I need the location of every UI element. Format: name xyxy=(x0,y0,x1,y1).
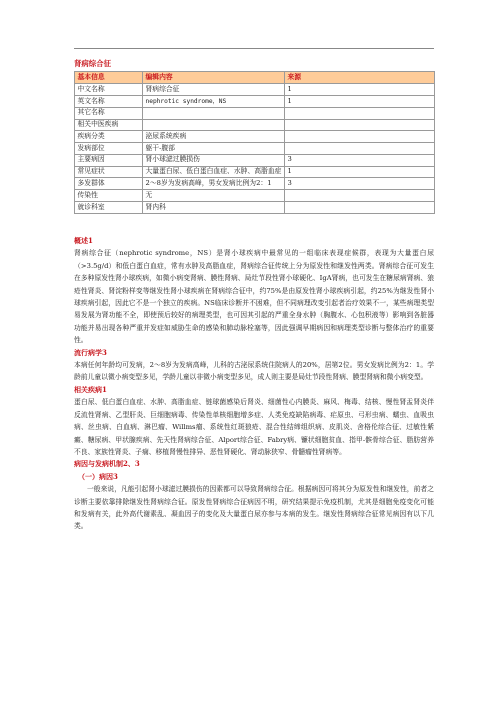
epidemiology-heading: 流行病学3 xyxy=(74,347,107,357)
row-key: 疾病分类 xyxy=(75,131,143,143)
etiology-paragraph: 一般来说，凡能引起肾小球滤过膜损伤的因素都可以导致肾病综合征。根据病因可将其分为原发性和继发性，前者之诊断主要依靠排除继发性肾病综合征。原发性肾病综合征病因不明，研究结果提示免疫机制，尤其是细胞免疫变化可能和发病有关，此外高代谢素乱、凝血因子的变化及大量蛋白尿亦参与本病的发生。继发性肾病综合征常见病因有以下几类。 xyxy=(74,485,434,531)
row-source xyxy=(285,131,435,143)
row-source: 3 xyxy=(285,154,435,166)
row-value xyxy=(143,107,285,119)
document-body xyxy=(74,235,434,533)
row-key: 中文名称 xyxy=(75,84,143,96)
table-row xyxy=(75,202,435,214)
row-value xyxy=(143,119,285,131)
row-key: 主要病因 xyxy=(75,154,143,166)
epidemiology-paragraph: 本病任何年龄均可发病，2～8岁为发病高峰，儿科的古泌尿系统住院病人的20%，居第2位。男女发病比例为2：1。学龄前儿童以微小病变型多见，学龄儿童以非微小病变型多见，成人则主要是局灶节段性肾病、膜型肾病和微小病变型。 xyxy=(74,361,434,382)
table-row xyxy=(75,119,435,131)
row-source: 3 xyxy=(285,178,435,190)
table-row xyxy=(75,166,435,178)
overview-heading: 概述1 xyxy=(74,236,93,245)
overview-paragraph: 肾病综合征（nephrotic syndrome，NS）是肾小球疾病中最常见的一组临床表现症候群，表现为大量蛋白尿（>3.5g/d）和低白蛋白血症，常有水肿及高脂血症，肾病综合征传统上分为原发性和继发性两类。肾病综合征可发生在多种原发性肾小球疾病，如微小病变肾病、膜性肾病、局灶节段性肾小球硬化、IgA肾病，也可发生在糖尿病肾病、狼疮性肾炎、肾淀粉样变等继发性肾小球疾病在肾病综合征中，约75%是由原发性肾小球疾病引起，约25%为继发性肾小球疾病引起，因此它不是一个独立的疾病。NS临床诊断并不困难，但不同病理改变引起者治疗效果不一，某些病理类型易发展为肾功能不全，即使预后较好的病理类型，也可因其引起的严重全身水肿（胸腹水、心包积液等）影响到各脏器功能并易出现各种严重并发症如威胁生命的感染和肺动脉栓塞等，因此强调早期病因和病理类型诊断与整体治疗的重要性。 xyxy=(74,249,434,345)
row-value: 肾内科 xyxy=(143,202,285,214)
row-source xyxy=(285,107,435,119)
etiology-subheading: （一）病因3 xyxy=(78,471,118,481)
row-key: 就诊科室 xyxy=(75,202,143,214)
row-source xyxy=(285,143,435,155)
table-row xyxy=(75,143,435,155)
row-value: 肾小球滤过膜损伤 xyxy=(143,154,285,166)
row-key: 其它名称 xyxy=(75,107,143,119)
row-key: 发病部位 xyxy=(75,143,143,155)
row-key: 英文名称 xyxy=(75,95,143,107)
row-source: 1 xyxy=(285,84,435,96)
basic-info-table xyxy=(74,71,435,214)
row-source: 1 xyxy=(285,95,435,107)
row-source xyxy=(285,190,435,202)
table-row xyxy=(75,131,435,143)
row-key: 相关中医疾病 xyxy=(75,119,143,131)
row-source xyxy=(285,119,435,131)
row-value: 躯干-腹部 xyxy=(143,143,285,155)
table-row xyxy=(75,95,435,107)
row-key: 常见症状 xyxy=(75,166,143,178)
table-row xyxy=(75,154,435,166)
row-source: 1 xyxy=(285,166,435,178)
table-row xyxy=(75,84,435,96)
header-basic-info: 基本信息 xyxy=(75,72,143,84)
related-diseases-paragraph: 蛋白尿、低白蛋白血症、水肿、高脂血症、链球菌感染后肾炎、细菌性心内膜炎、麻风、梅毒、结核、慢性肾盂肾炎伴反流性肾病、乙型肝炎、巨细胞病毒、传染性单核细胞增多症、人类免疫缺陷病毒、疟原虫、弓形虫病、蠕虫、血吸虫病、丝虫病、白血病、淋巴瘤、Willms瘤、系统性红斑狼疮、混合性结缔组织病、皮肌炎、舍格伦综合征、过敏性紫癜、糖尿病、甲状腺疾病、先天性肾病综合征、Alport综合征、Fabry病、镰状细胞贫血、指甲-髌骨综合征、脂肪营养不良、家族性肾炎、子痫、移植肾慢性排异、恶性肾硬化、肾动脉狭窄、骨髓瘤性肾病等。 xyxy=(74,398,434,456)
etiology-heading: 病因与发病机制2、3 xyxy=(74,459,140,469)
related-diseases-heading: 相关疾病1 xyxy=(74,384,107,394)
document-title: 肾病综合征 xyxy=(74,59,111,68)
row-key: 传染性 xyxy=(75,190,143,202)
table-row xyxy=(75,190,435,202)
row-value: 泌尿系统疾病 xyxy=(143,131,285,143)
row-value: 无 xyxy=(143,190,285,202)
row-key: 多发群体 xyxy=(75,178,143,190)
row-source xyxy=(285,202,435,214)
table-row xyxy=(75,178,435,190)
table-header-row xyxy=(75,72,435,84)
row-value: nephrotic syndrome，NS xyxy=(143,95,285,107)
header-rule xyxy=(74,48,434,49)
row-value: 2～8岁为发病高峰，男女发病比例为2：1 xyxy=(143,178,285,190)
table-row xyxy=(75,107,435,119)
row-value: 肾病综合征 xyxy=(143,84,285,96)
header-edit-content: 编辑内容 xyxy=(143,72,285,84)
row-value: 大量蛋白尿、低白蛋白血症、水肿、高脂血症 xyxy=(143,166,285,178)
header-source: 来源 xyxy=(285,72,435,84)
